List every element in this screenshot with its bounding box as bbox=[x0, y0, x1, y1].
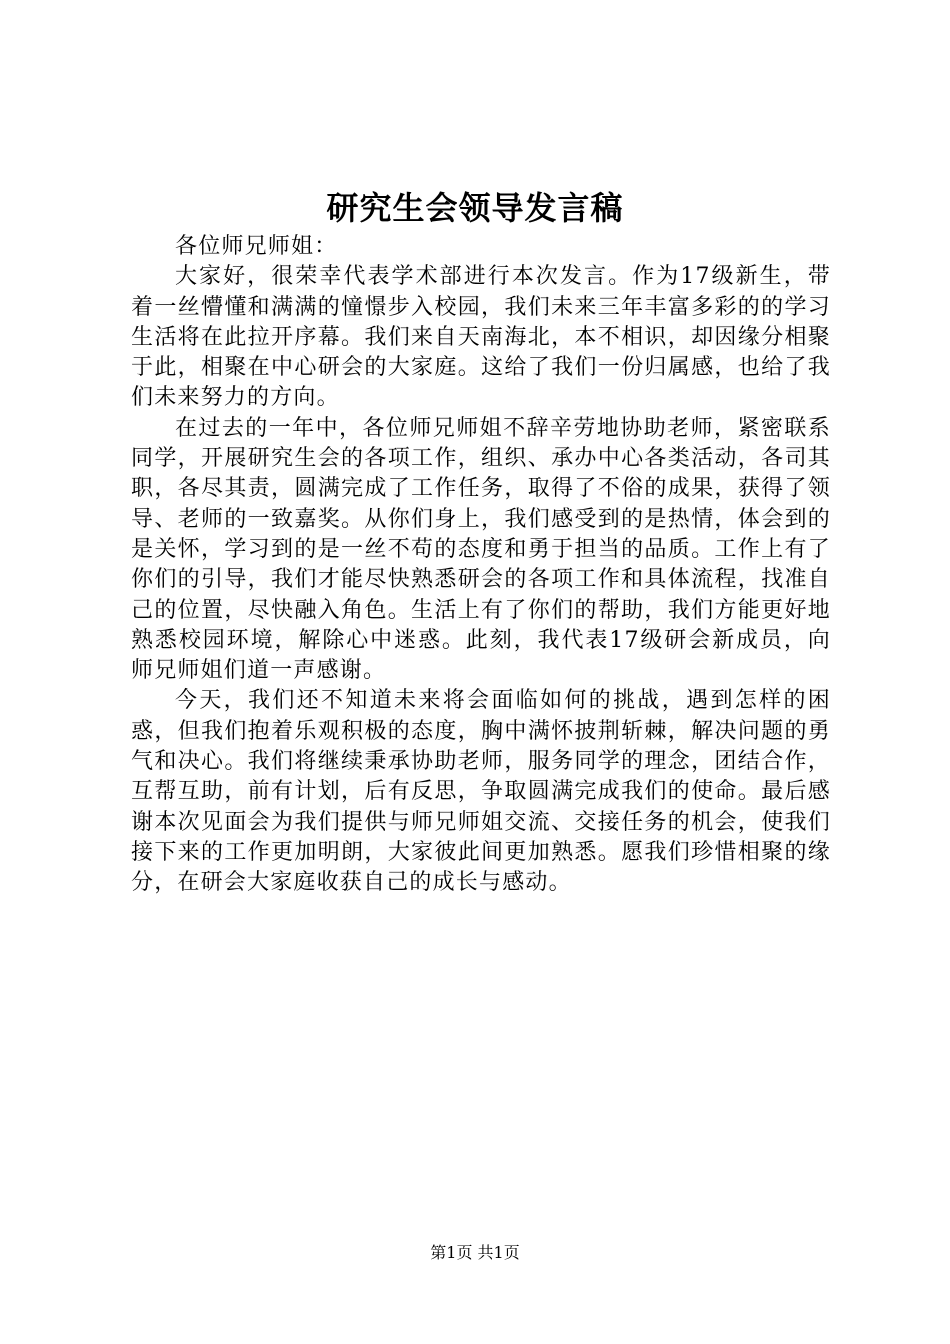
paragraph-3: 今天，我们还不知道未来将会面临如何的挑战，遇到怎样的困惑，但我们抱着乐观积极的态度，胸中满怀披荆斩棘，解决问题的勇气和决心。我们将继续秉承协助老师，服务同学的理念，团结合作，互帮互助，前有计划，后有反思，争取圆满完成我们的使命。最后感谢本次见面会为我们提供与师兄师姐交流、交接任务的机会，使我们接下来的工作更加明朗，大家彼此间更加熟悉。愿我们珍惜相聚的缘分，在研会大家庭收获自己的成长与感动。 bbox=[131, 688, 831, 896]
paragraph-2: 在过去的一年中，各位师兄师姐不辞辛劳地协助老师，紧密联系同学，开展研究生会的各项工作，组织、承办中心各类活动，各司其职，各尽其责，圆满完成了工作任务，取得了不俗的成果，获得了领导、老师的一致嘉奖。从你们身上，我们感受到的是热情，体会到的是关怀，学习到的是一丝不苟的态度和勇于担当的品质。工作上有了你们的引导，我们才能尽快熟悉研会的各项工作和具体流程，找准自己的位置，尽快融入角色。生活上有了你们的帮助，我们方能更好地熟悉校园环境，解除心中迷惑。此刻，我代表17级研会新成员，向师兄师姐们道一声感谢。 bbox=[131, 415, 831, 684]
document-title: 研究生会领导发言稿 bbox=[326, 189, 624, 227]
page-footer: 第1页 共1页 bbox=[430, 1243, 520, 1262]
paragraph-1: 大家好，很荣幸代表学术部进行本次发言。作为17级新生，带着一丝懵懂和满满的憧憬步入校园，我们未来三年丰富多彩的的学习生活将在此拉开序幕。我们来自天南海北，本不相识，却因缘分相聚于此，相聚在中心研会的大家庭。这给了我们一份归属感，也给了我们未来努力的方向。 bbox=[131, 264, 831, 411]
document-body bbox=[131, 232, 831, 899]
salutation: 各位师兄师姐： bbox=[175, 234, 338, 259]
